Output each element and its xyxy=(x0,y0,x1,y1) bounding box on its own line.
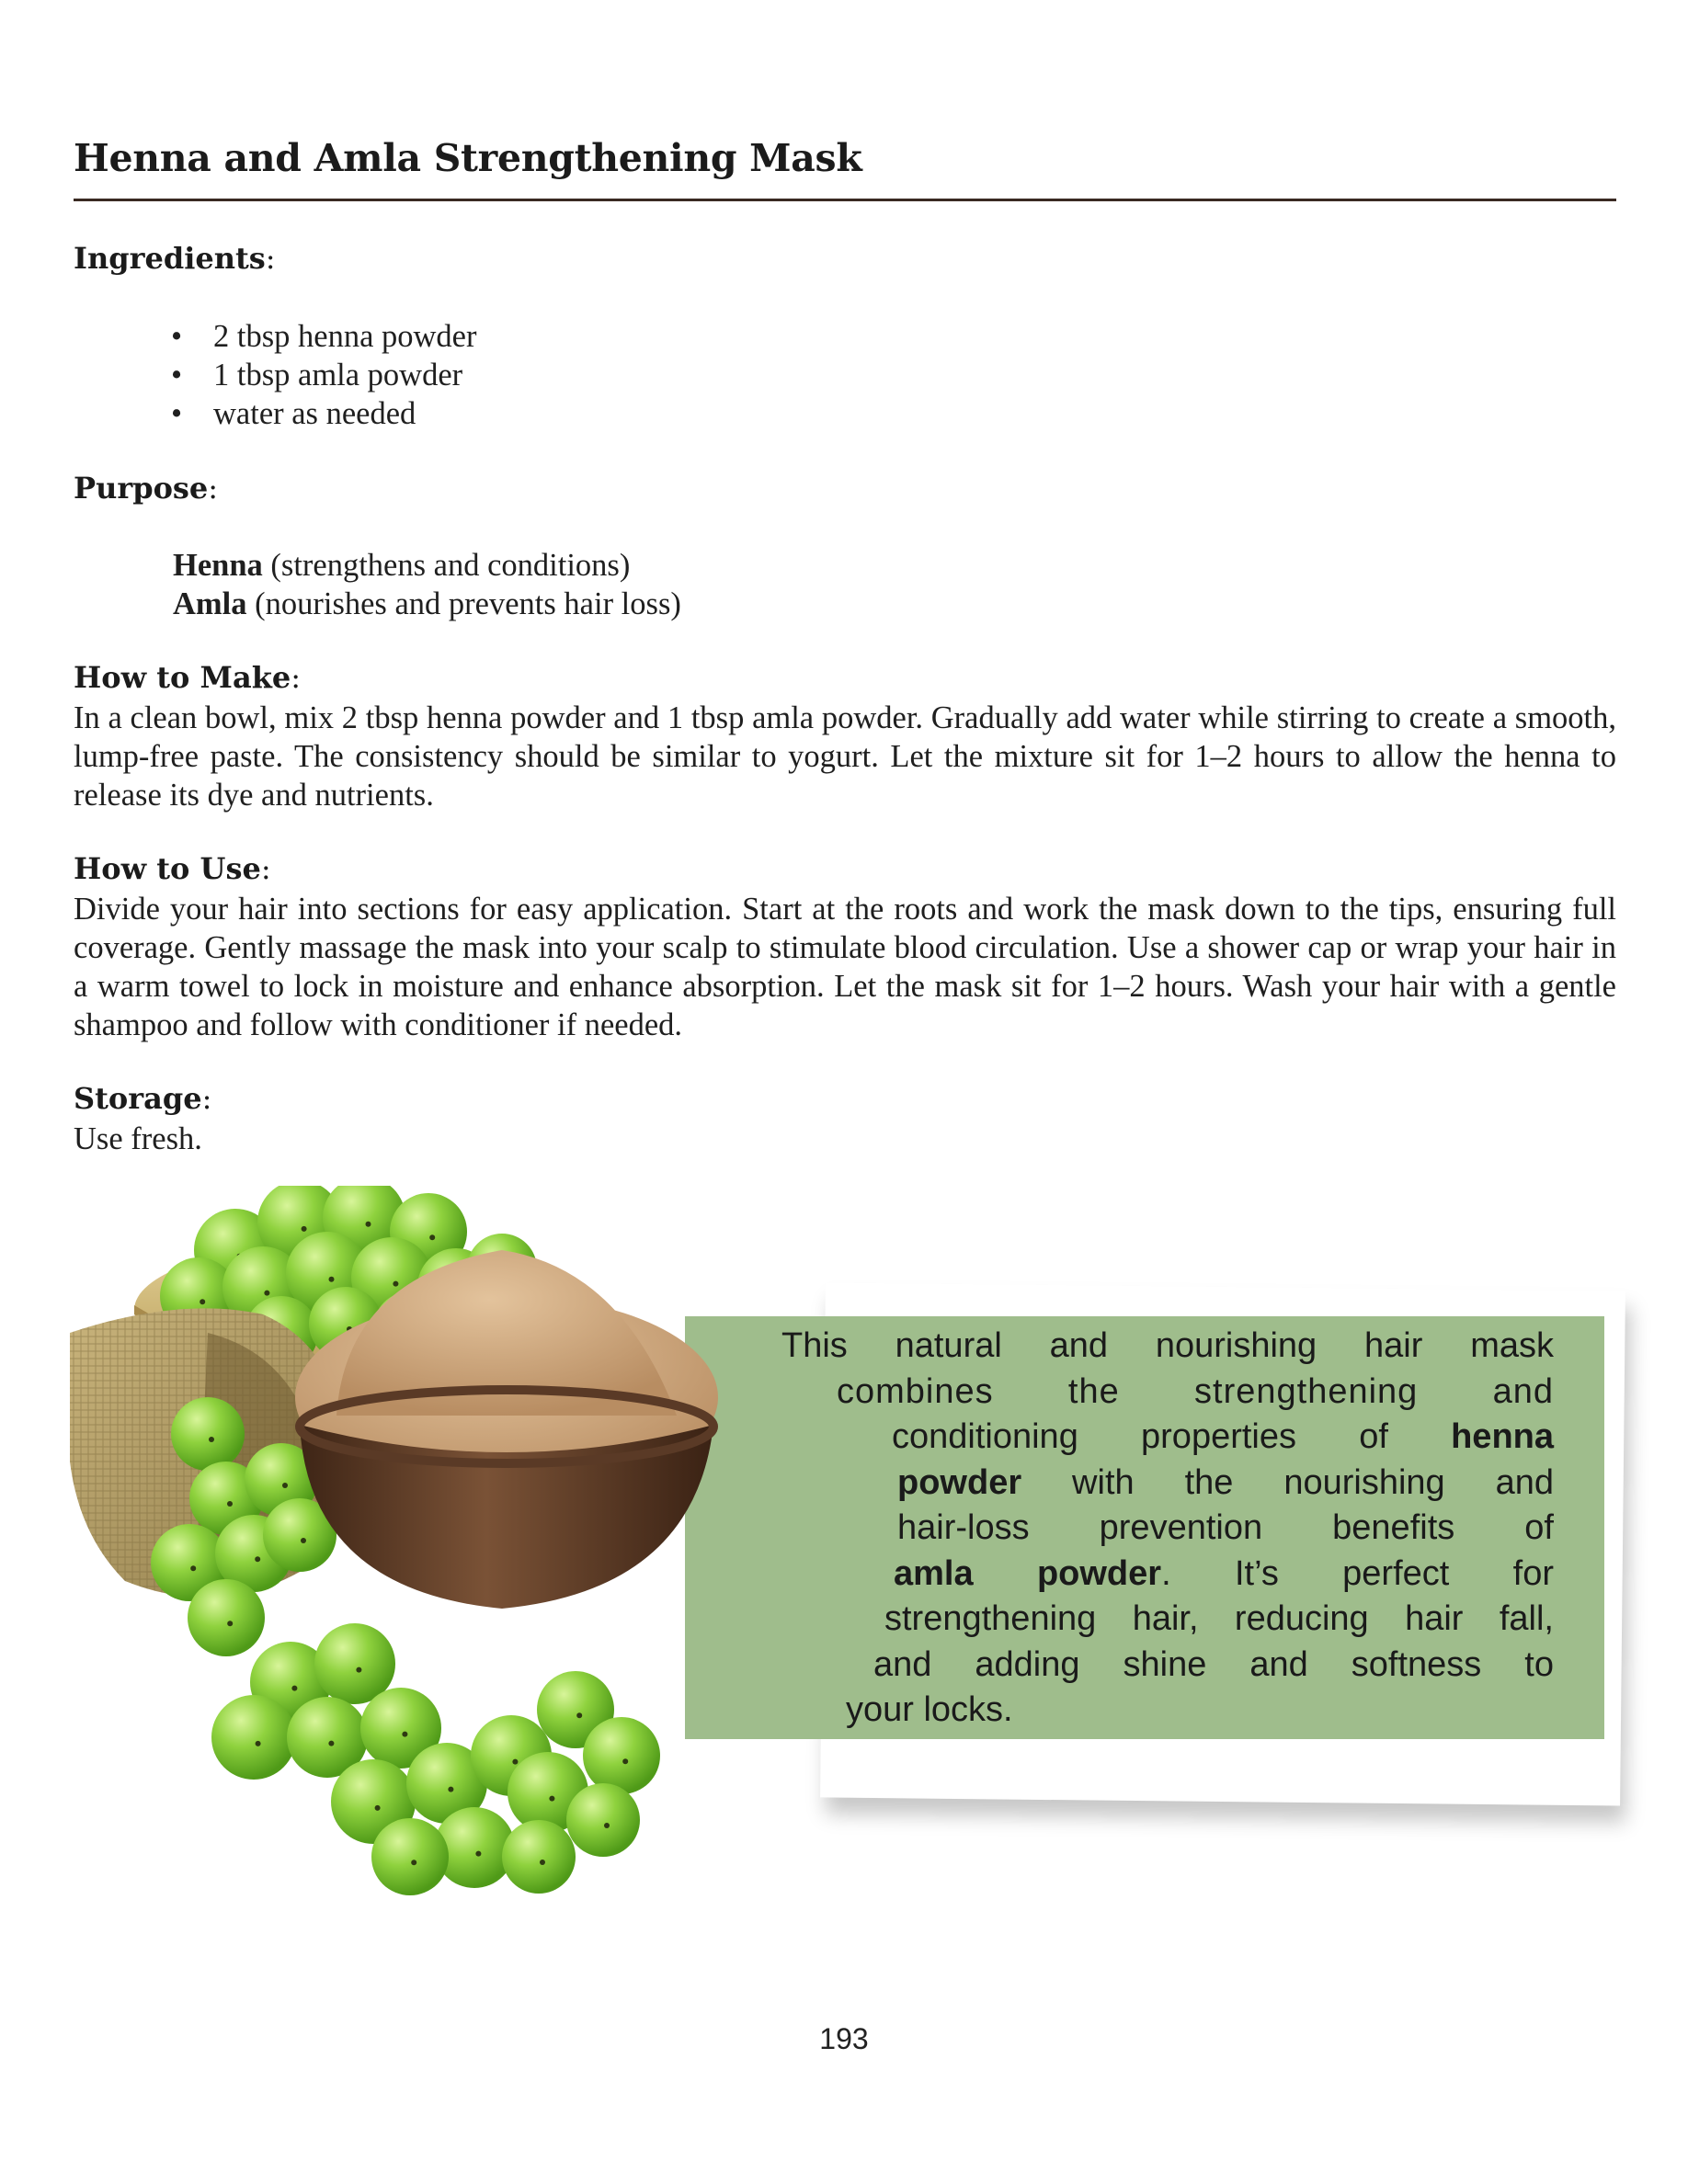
berry-stem-dot xyxy=(393,1281,398,1287)
berry-stem-dot xyxy=(604,1823,610,1828)
how-to-use-heading: How to Use: xyxy=(74,851,271,886)
storage-text: Use fresh. xyxy=(74,1121,202,1156)
berry-stem-dot xyxy=(512,1759,518,1765)
how-to-make-text: In a clean bowl, mix 2 tbsp henna powder and 1 tbsp amla powder. Gradually add water while stirring to create a smooth, lump-free paste. The consistency should be similar to yogurt. Let the mixture sit for 1–2 hours to allow the henna to release its dye and nutrients. xyxy=(74,700,1616,813)
berry-stem-dot xyxy=(366,1222,371,1227)
callout-line: hair-loss prevention benefits of xyxy=(897,1508,1554,1547)
berry-stem-dot xyxy=(402,1732,407,1737)
purpose-heading: Purpose: xyxy=(74,471,219,506)
page-number: 193 xyxy=(819,2022,869,2055)
berry-stem-dot xyxy=(302,1226,307,1232)
page-title: Henna and Amla Strengthening Mask xyxy=(74,136,862,180)
list-item: • 2 tbsp henna powder xyxy=(171,319,477,354)
berry-stem-dot xyxy=(301,1538,306,1543)
purpose-list xyxy=(173,546,681,623)
amla-berry xyxy=(371,1818,449,1895)
title-divider xyxy=(74,199,1616,201)
berry-stem-dot xyxy=(576,1712,582,1718)
amla-berry xyxy=(502,1820,576,1894)
berry-stem-dot xyxy=(227,1621,233,1626)
berry-stem-dot xyxy=(375,1805,381,1811)
storage-heading: Storage: xyxy=(74,1081,212,1116)
callout-text xyxy=(736,1324,1554,1734)
callout-line: This natural and nourishing hair mask xyxy=(781,1326,1554,1365)
callout-line: and adding shine and softness to xyxy=(873,1644,1554,1684)
berry-stem-dot xyxy=(356,1667,361,1673)
berry-stem-dot xyxy=(209,1437,214,1442)
amla-berry xyxy=(188,1579,265,1656)
ingredients-list xyxy=(129,317,476,433)
amla-berry xyxy=(171,1397,245,1471)
list-item: • water as needed xyxy=(171,396,416,431)
how-to-make-heading: How to Make: xyxy=(74,660,301,695)
callout-line: combines the strengthening and xyxy=(837,1371,1554,1411)
berry-stem-dot xyxy=(227,1501,233,1507)
berry-stem-dot xyxy=(282,1483,288,1488)
berry-stem-dot xyxy=(411,1860,416,1865)
callout-line: amla powder. It’s perfect for xyxy=(894,1553,1554,1593)
callout-line: strengthening hair, reducing hair fall, xyxy=(884,1599,1554,1638)
berry-stem-dot xyxy=(256,1741,261,1746)
purpose-item: Amla (nourishes and prevents hair loss) xyxy=(173,586,681,621)
berries-front xyxy=(211,1623,660,1895)
berry-stem-dot xyxy=(190,1565,196,1571)
callout-line: powder with the nourishing and xyxy=(897,1462,1554,1502)
berry-stem-dot xyxy=(200,1299,205,1304)
berry-stem-dot xyxy=(291,1686,297,1691)
how-to-use-text: Divide your hair into sections for easy application. Start at the roots and work the mask down to the tips, ensuring full coverage. Gently massage the mask into your scalp to stimulate blood circulation. Use a shower cap or wrap your hair in a warm towel to lock in moisture and enhance absorption. Let the mask sit for 1–2 hours. Wash your hair with a gentle shampoo and follow with conditioner if needed. xyxy=(74,892,1616,1042)
berry-stem-dot xyxy=(475,1851,481,1857)
berry-stem-dot xyxy=(264,1291,269,1296)
purpose-item: Henna (strengthens and conditions) xyxy=(173,548,631,583)
berry-stem-dot xyxy=(448,1787,453,1792)
callout-line: conditioning properties of henna xyxy=(892,1417,1554,1456)
berry-stem-dot xyxy=(429,1234,435,1240)
amla-berry xyxy=(566,1783,640,1857)
berry-stem-dot xyxy=(540,1860,545,1865)
berry-stem-dot xyxy=(329,1277,335,1282)
ingredients-heading: Ingredients: xyxy=(74,241,276,276)
berry-stem-dot xyxy=(622,1758,628,1764)
berry-stem-dot xyxy=(255,1556,260,1562)
amla-berry xyxy=(211,1695,296,1780)
amla-berry xyxy=(583,1717,660,1794)
berry-stem-dot xyxy=(328,1741,334,1746)
berry-stem-dot xyxy=(549,1796,554,1802)
callout-line: your locks. xyxy=(846,1690,1013,1729)
list-item: • 1 tbsp amla powder xyxy=(171,358,463,392)
